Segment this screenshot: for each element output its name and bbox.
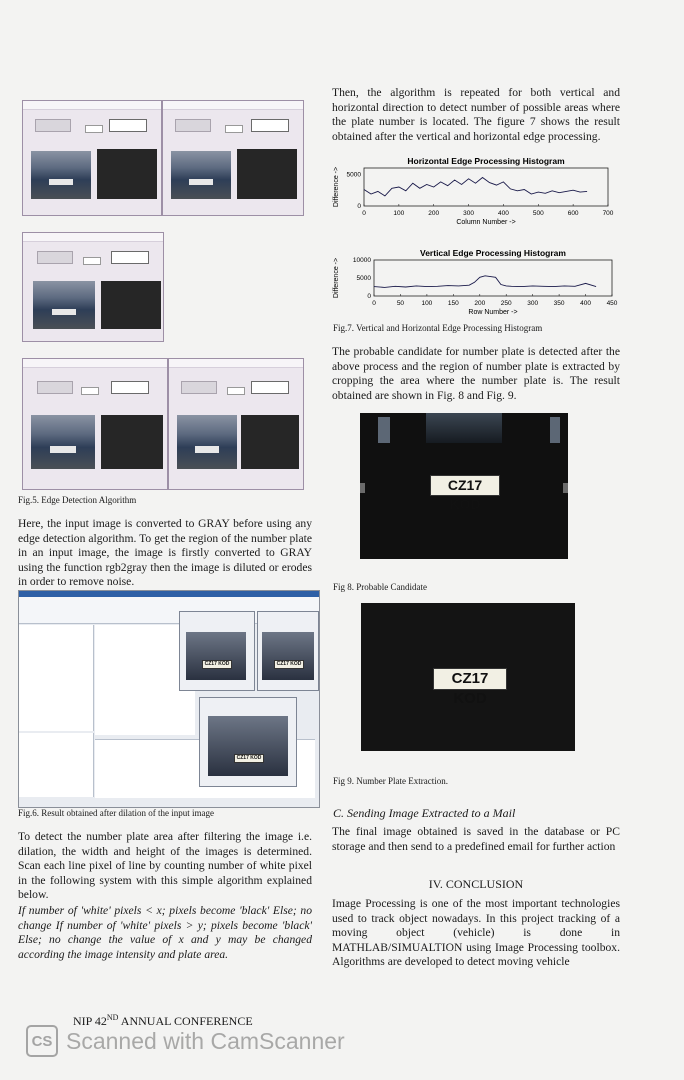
x-tick-label: 700 bbox=[602, 210, 614, 217]
filter-dropdown bbox=[83, 257, 101, 265]
edge-detection-window bbox=[168, 358, 304, 490]
section-iv-heading: IV. CONCLUSION bbox=[428, 877, 524, 891]
fig8-caption: Fig 8. Probable Candidate bbox=[333, 582, 427, 592]
browse-button bbox=[37, 251, 73, 264]
side-fragment bbox=[563, 483, 568, 493]
conference-prefix: NIP 42 bbox=[73, 1014, 107, 1028]
y-tick-label: 0 bbox=[357, 203, 361, 210]
x-tick-label: 350 bbox=[553, 300, 565, 307]
window-titlebar bbox=[23, 359, 167, 368]
edge-detection-window bbox=[22, 100, 162, 216]
browse-button bbox=[175, 119, 211, 132]
histogram-line bbox=[374, 276, 596, 288]
fig6-matlab-screenshot bbox=[18, 590, 320, 808]
x-tick-label: 100 bbox=[393, 210, 405, 217]
extracted-plate: CZ17 KOD bbox=[433, 668, 507, 690]
fig5-caption: Fig.5. Edge Detection Algorithm bbox=[18, 495, 137, 505]
vertical-edge-histogram bbox=[330, 246, 626, 324]
y-tick-label: 10000 bbox=[352, 257, 371, 264]
x-tick-label: 400 bbox=[580, 300, 591, 307]
filter-dropdown bbox=[81, 387, 99, 395]
fig8-probable-candidate bbox=[360, 413, 568, 559]
car-image bbox=[31, 151, 91, 199]
x-tick-label: 100 bbox=[421, 300, 433, 307]
side-fragment bbox=[360, 483, 365, 493]
figure-image bbox=[262, 632, 314, 680]
x-tick-label: 300 bbox=[527, 300, 539, 307]
car-image bbox=[177, 415, 237, 469]
x-tick-label: 0 bbox=[372, 300, 376, 307]
y-tick-label: 5000 bbox=[346, 171, 361, 179]
edge-image bbox=[237, 149, 297, 199]
edge-image bbox=[101, 415, 163, 469]
process-button bbox=[251, 381, 289, 394]
right-paragraph-4: Image Processing is one of the most important technologies used to track object nowadays. In this project tracking of a moving object (vehicle) is done in MATHLAB/SIMUALTION using Image Processing toolbox. Algorithms are developed to detect moving vehicle bbox=[332, 897, 620, 969]
left-paragraph-3-italic: If number of 'white' pixels < x; pixels become 'black' Else; no change If number of 'white' pixels > y; pixels become 'black' Else; no change the value of x and y may be changed according the image intensity and plate area. bbox=[18, 904, 312, 961]
figure-image bbox=[186, 632, 246, 680]
watermark-text: Scanned with CamScanner bbox=[66, 1027, 345, 1054]
x-tick-label: 200 bbox=[474, 300, 486, 307]
window-titlebar bbox=[23, 233, 163, 242]
fig6-caption: Fig.6. Result obtained after dilation of the input image bbox=[18, 808, 214, 818]
edge-detection-window bbox=[22, 232, 164, 342]
filter-dropdown bbox=[227, 387, 245, 395]
car-image bbox=[33, 281, 95, 329]
camscanner-watermark bbox=[26, 1024, 345, 1058]
section-c-heading: C. Sending Image Extracted to a Mail bbox=[333, 806, 516, 820]
chart-title: Vertical Edge Processing Histogram bbox=[420, 248, 566, 258]
edge-detection-window bbox=[22, 358, 168, 490]
chart-title: Horizontal Edge Processing Histogram bbox=[407, 156, 565, 166]
car-image bbox=[171, 151, 231, 199]
window-titlebar bbox=[23, 101, 161, 110]
process-button bbox=[109, 119, 147, 132]
probable-plate: CZ17 KOD bbox=[430, 475, 500, 496]
fig9-number-plate-extraction bbox=[361, 603, 575, 751]
figure-window bbox=[179, 611, 255, 691]
window-titlebar bbox=[163, 101, 303, 110]
x-axis-label: Column Number -> bbox=[456, 219, 516, 226]
left-paragraph-1: Here, the input image is converted to GRAY before using any edge detection algorithm. To get the region of the number plate in an input image, the image is firstly converted to GRAY using the function rgb2gray then the image is diluted or erodes in order to remove noise. bbox=[18, 517, 312, 589]
browse-button bbox=[35, 119, 71, 132]
x-axis-label: Row Number -> bbox=[468, 309, 518, 316]
horizontal-edge-histogram bbox=[330, 156, 626, 236]
process-button bbox=[111, 381, 149, 394]
right-paragraph-3: The final image obtained is saved in the database or PC storage and then send to a predefined email for further action bbox=[332, 825, 620, 853]
fig7-caption: Fig.7. Vertical and Horizontal Edge Processing Histogram bbox=[333, 323, 543, 333]
right-paragraph-1: Then, the algorithm is repeated for both vertical and horizontal direction to detect number of possible areas where the plate number is located. The figure 7 shows the result obtained after the vertical and horizontal edge processing. bbox=[332, 86, 620, 143]
conference-suffix: ANNUAL CONFERENCE bbox=[118, 1014, 253, 1028]
browse-button bbox=[181, 381, 217, 394]
screen-plate: CZ17 KOD bbox=[274, 660, 304, 669]
screen-plate: CZ17 KOD bbox=[234, 754, 264, 763]
process-button bbox=[111, 251, 149, 264]
figure-window bbox=[199, 697, 297, 787]
process-button bbox=[251, 119, 289, 132]
conference-sup: ND bbox=[106, 1013, 119, 1022]
x-tick-label: 250 bbox=[500, 300, 512, 307]
fig9-caption: Fig 9. Number Plate Extraction. bbox=[333, 776, 448, 786]
window-titlebar bbox=[169, 359, 303, 368]
plot-frame bbox=[374, 260, 612, 296]
plot-frame bbox=[364, 168, 608, 206]
car-image bbox=[31, 415, 95, 469]
car-headlight bbox=[378, 417, 390, 443]
x-tick-label: 450 bbox=[606, 300, 618, 307]
left-paragraph-2: To detect the number plate area after filtering the image i.e. dilation, the width and height of the images is determined. Scan each line pixel of line by counting number of white pixel in the following system with this simple algorithm explained below. bbox=[18, 830, 312, 902]
matlab-folder-panel bbox=[19, 625, 94, 731]
right-paragraph-2: The probable candidate for number plate is detected after the above process and the region of number plate is extracted by cropping the area where the number plate is. The result obtained are shown in Fig. 8 and Fig. 9. bbox=[332, 345, 620, 402]
y-axis-label: Difference -> bbox=[333, 166, 340, 208]
car-headlight bbox=[550, 417, 560, 443]
y-tick-label: 5000 bbox=[356, 275, 371, 282]
edge-image bbox=[101, 281, 161, 329]
x-tick-label: 150 bbox=[447, 300, 459, 307]
matlab-workspace-panel bbox=[19, 733, 94, 797]
figure-image bbox=[208, 716, 288, 776]
y-axis-label: Difference -> bbox=[333, 257, 340, 299]
car-grille bbox=[426, 413, 502, 443]
screen-plate: CZ17 KOD bbox=[202, 660, 232, 669]
x-tick-label: 300 bbox=[463, 210, 475, 217]
edge-detection-window bbox=[162, 100, 304, 216]
x-tick-label: 600 bbox=[567, 210, 579, 217]
browse-button bbox=[37, 381, 73, 394]
edge-image bbox=[241, 415, 299, 469]
histogram-line bbox=[364, 178, 587, 196]
camscanner-logo-icon: CS bbox=[26, 1025, 58, 1057]
x-tick-label: 50 bbox=[396, 300, 405, 307]
filter-dropdown bbox=[225, 125, 243, 133]
y-tick-label: 0 bbox=[367, 293, 371, 300]
x-tick-label: 200 bbox=[428, 210, 440, 217]
x-tick-label: 0 bbox=[362, 210, 366, 217]
edge-image bbox=[97, 149, 157, 199]
x-tick-label: 500 bbox=[532, 210, 544, 217]
filter-dropdown bbox=[85, 125, 103, 133]
figure-window bbox=[257, 611, 319, 691]
x-tick-label: 400 bbox=[497, 210, 509, 217]
